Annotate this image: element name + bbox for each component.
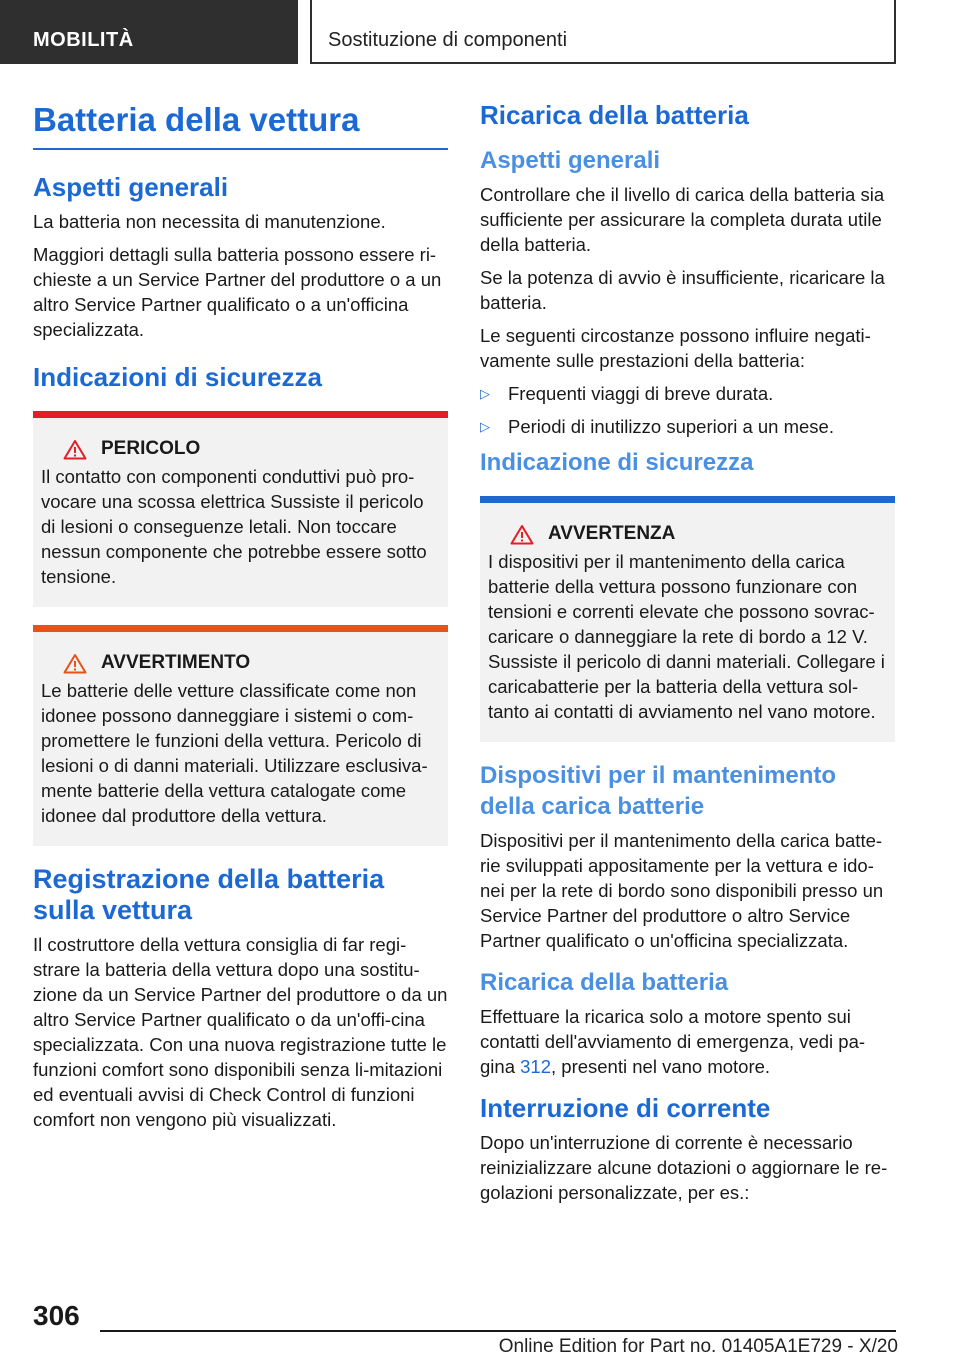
page-link[interactable]: 312 (520, 1056, 551, 1077)
warning-triangle-icon (63, 439, 87, 460)
danger-label: PERICOLO (101, 438, 201, 459)
warning-triangle-icon (510, 524, 534, 545)
factors-list (480, 381, 895, 439)
page-number: 306 (33, 1300, 80, 1331)
charging-safety-heading: Indicazione di sicurezza (480, 449, 754, 476)
charging-general-text-3: Le seguenti circostanze possono influire negati-vamente sulle prestazioni della batteria: (480, 325, 871, 371)
general-heading: Aspetti generali (33, 172, 229, 202)
charging-general-heading: Aspetti generali (480, 147, 661, 174)
outage-text: Dopo un'interruzione di corrente è necessario reinizializzare alcune dotazioni o aggiornare le re-golazioni personalizzate, per es.: (480, 1132, 888, 1203)
caution-label: AVVERTENZA (548, 523, 676, 544)
charging-general-text-1: Controllare che il livello di carica della batteria sia sufficiente per assicurare la completa durata utile della batteria. (480, 184, 885, 255)
danger-text: Il contatto con componenti conduttivi può pro-vocare una scossa elettrica Sussiste il pericolo di lesioni o conseguenze letali. Non toccare nessun componente che potrebbe essere sotto tensione. (41, 466, 427, 587)
general-text-2: Maggiori dettagli sulla batteria possono essere ri-chieste a un Service Partner del produttore o a un altro Service Partner qualificato o a un'officina specializzata. (33, 244, 442, 340)
section-tab: MOBILITÀ (0, 0, 298, 64)
maintainers-text: Dispositivi per il mantenimento della carica batte-rie sviluppati appositamente per la vettura e ido-nei per la rete di bordo sono disponibili presso un Service Partner del produttore o altro Service Partner qualificato o un'officina specializzata. (480, 830, 884, 951)
recharge-text: Effettuare la ricarica solo a motore spento sui contatti dell'avviamento di emergenza, vedi pa-gina 312, presenti nel vano motore. (480, 1006, 866, 1077)
charging-title: Ricarica della batteria (480, 100, 749, 130)
registration-heading: Registrazione della batteria sulla vettura (33, 864, 385, 925)
warning-notice (33, 625, 448, 846)
warning-label: AVVERTIMENTO (101, 652, 251, 673)
list-item: ▷ Periodi di inutilizzo superiori a un mese. (480, 416, 834, 437)
recharge-heading: Ricarica della batteria (480, 969, 729, 996)
maintainers-heading: Dispositivi per il mantenimento della carica batterie (480, 762, 837, 820)
list-item: ▷ Frequenti viaggi di breve durata. (480, 383, 774, 404)
registration-text: Il costruttore della vettura consiglia di far regi-strare la batteria della vettura dopo una sostitu-zione da un Service Partner del produttore o da un altro Service Partner qualificato o da un'offi-cina specializzata. Con una nuova registrazione tutte le funzioni comfort sono disponibili senza li-mitazioni ed eventuali avvisi di Check Control di funzioni comfort non vengono più visualizzati. (33, 934, 448, 1130)
triangle-bullet-icon: ▷ (480, 419, 490, 434)
caution-notice (480, 496, 895, 742)
warning-triangle-icon (63, 653, 87, 674)
triangle-bullet-icon: ▷ (480, 386, 490, 401)
right-column (480, 100, 895, 1213)
caution-text: I dispositivi per il mantenimento della carica batterie della vettura possono funzionare con tensioni e correnti elevate che possono sovrac-caricare o danneggiare la rete di bordo a 12 V. Sussiste il pericolo di danni materiali. Collegare i caricabatterie per la batteria della vettura sol-tanto ai contatti di avviamento nel vano motore. (488, 551, 885, 722)
general-text-1: La batteria non necessita di manutenzione. (33, 211, 386, 232)
battery-title: Batteria della vettura (33, 100, 448, 150)
charging-general-text-2: Se la potenza di avvio è insufficiente, ricaricare la batteria. (480, 267, 885, 313)
left-column (33, 100, 448, 1140)
safety-heading: Indicazioni di sicurezza (33, 362, 322, 392)
edition-text: Online Edition for Part no. 01405A1E729 - X/20 (498, 1336, 898, 1357)
chapter-title: Sostituzione di componenti (310, 0, 896, 64)
danger-notice (33, 411, 448, 607)
footer-divider (100, 1330, 896, 1332)
outage-heading: Interruzione di corrente (480, 1093, 771, 1123)
warning-text: Le batterie delle vetture classificate come non idonee possono danneggiare i sistemi o com-promettere le funzioni della vettura. Pericolo di lesioni o di danni materiali. Utilizzare esclusiva-mente batterie della vettura catalogate come idonee dal produttore della vettura. (41, 680, 428, 826)
